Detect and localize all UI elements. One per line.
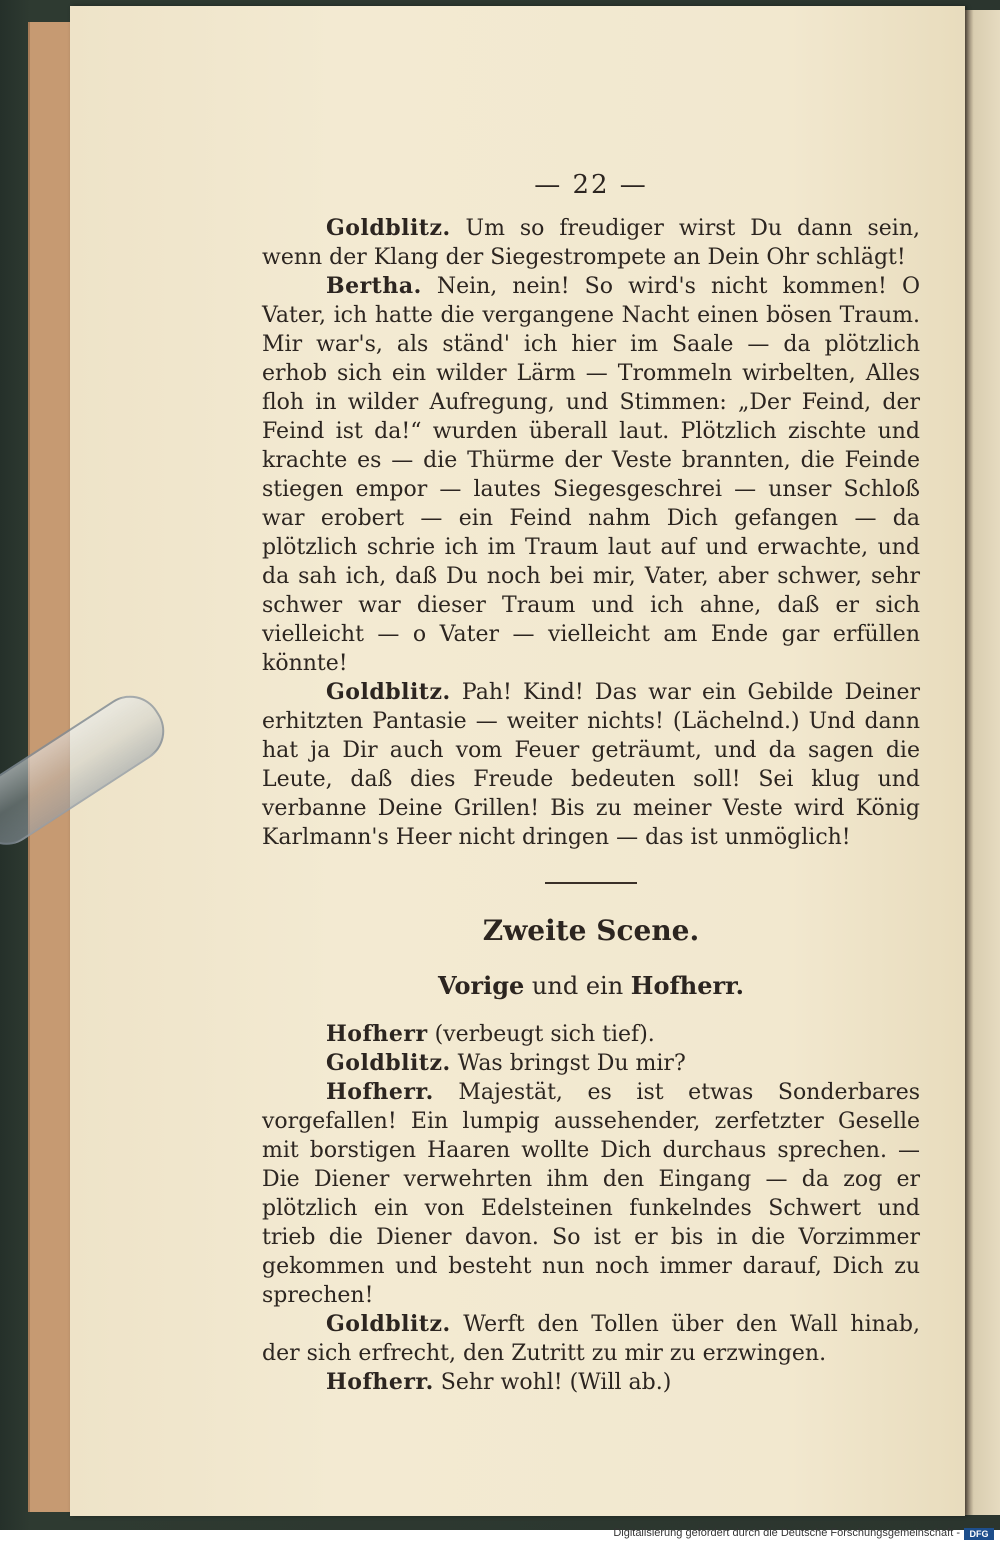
scene-title: Zweite Scene.	[482, 914, 700, 947]
dialogue-paragraph	[262, 1049, 920, 1078]
speaker-name: Goldblitz.	[326, 1050, 451, 1076]
speaker-name: Hofherr.	[326, 1369, 434, 1395]
section-divider	[545, 882, 637, 884]
page-content	[262, 170, 920, 1397]
speaker-name: Bertha.	[326, 273, 422, 299]
dialogue-paragraph	[262, 1078, 920, 1310]
scene-cast	[262, 971, 920, 1000]
dialogue-text: Sehr wohl! (Will ab.)	[433, 1370, 672, 1395]
dialogue-text: Um so freudiger wirst Du dann sein, wenn der Klang der Siegestrompete an Dein Ohr schlägt!	[262, 216, 920, 270]
scene-cast-new: Hofherr.	[630, 971, 744, 1000]
dialogue-paragraph	[262, 272, 920, 678]
dialogue-text: Werft den Tollen über den Wall hinab, der sich erfrecht, den Zutritt zu mir zu erzwingen.	[262, 1312, 920, 1366]
dialogue-paragraph	[262, 214, 920, 272]
page-number: — 22 —	[534, 170, 648, 200]
speaker-name: Goldblitz.	[326, 215, 451, 241]
dialogue-paragraph	[262, 1020, 920, 1049]
dialogue-paragraph	[262, 678, 920, 852]
dialogue-top	[262, 214, 920, 852]
dialogue-text: Majestät, es ist etwas Sonderbares vorgefallen! Ein lumpig aussehender, zerfetzter Geselle mit borstigen Haaren wollte Dich durchaus sprechen. — Die Diener verwehrten ihm den Eingang — da zog er plötzlich ein von Edelsteinen funkelndes Schwert und trieb die Diener davon. So ist er bis in die Vorzimmer gekommen und besteht nun noch immer darauf, Dich zu sprechen!	[262, 1080, 920, 1308]
dialogue-bottom	[262, 1020, 920, 1397]
speaker-name: Goldblitz.	[326, 1311, 451, 1337]
dialogue-text: Pah! Kind! Das war ein Gebilde Deiner erhitzten Pantasie — weiter nichts! (Lächelnd.) Und dann hat ja Dir auch vom Feuer geträumt, und da sagen die Leute, daß dies Freude bedeuten soll! Sei klug und verbanne Deine Grillen! Bis zu meiner Veste wird König Karlmann's Heer nicht dringen — das ist unmöglich!	[262, 680, 920, 850]
dialogue-paragraph	[262, 1368, 920, 1397]
dialogue-text: Was bringst Du mir?	[450, 1051, 686, 1076]
next-page-edge	[965, 10, 1000, 1515]
dialogue-paragraph	[262, 1310, 920, 1368]
scene-cast-connector: und ein	[524, 972, 631, 1000]
speaker-name: Hofherr.	[326, 1079, 434, 1105]
dialogue-text: Nein, nein! So wird's nicht kommen! O Vater, ich hatte die vergangene Nacht einen bösen Traum. Mir war's, als ständ' ich hier im Saale — da plötzlich erhob sich ein wilder Lärm — Trommeln wirbelten, Alles floh in wilder Aufregung, und Stimmen: „Der Feind, der Feind ist da!“ wurden überall laut. Plötzlich zischte und krachte es — die Thürme der Veste brannten, die Feinde stiegen empor — lautes Siegesgeschrei — unser Schloß war erobert — ein Feind nahm Dich gefangen — da plötzlich schrie ich im Traum laut auf und erwachte, und da sah ich, daß Du noch bei mir, Vater, aber schwer, sehr schwer war dieser Traum und ich ahne, daß er sich vielleicht — o Vater — vielleicht am Ende gar erfüllen könnte!	[262, 274, 920, 676]
digitization-footer	[0, 1527, 1000, 1542]
speaker-name: Hofherr	[326, 1021, 428, 1047]
speaker-name: Goldblitz.	[326, 679, 451, 705]
scene-cast-previous: Vorige	[438, 971, 525, 1000]
funding-notice: Digitalisierung gefördert durch die Deutsche Forschungsgemeinschaft -	[613, 1527, 960, 1539]
dialogue-text: (verbeugt sich tief).	[427, 1022, 655, 1047]
dfg-logo: DFG	[964, 1528, 994, 1540]
